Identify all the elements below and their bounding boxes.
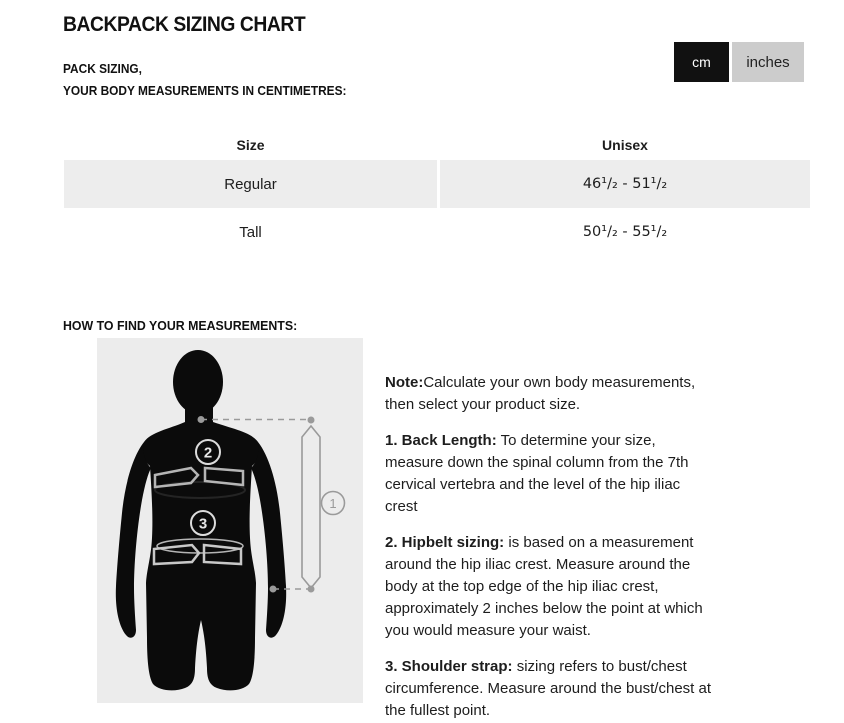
hipbelt-text: is based on a measurement around the hip iliac crest. Measure around the body at the top edge of the hip iliac crest, approximately 2 inches below the point at which you would measure your waist. bbox=[385, 534, 703, 639]
column-header-size: Size bbox=[236, 137, 265, 153]
body-silhouette-figure bbox=[97, 338, 363, 703]
marker-3-label: 3 bbox=[198, 515, 208, 533]
hip-point-dot bbox=[270, 586, 277, 593]
size-cell: Regular bbox=[64, 160, 437, 208]
how-to-measure-heading: HOW TO FIND YOUR MEASUREMENTS: bbox=[63, 318, 298, 333]
note-text: Calculate your own body measurements, then select your product size. bbox=[385, 374, 696, 413]
neck-point-dot bbox=[198, 416, 205, 423]
table-header-row bbox=[64, 130, 810, 160]
shoulder-strap-text: sizing refers to bust/chest circumference. Measure around the bust/chest at the fullest point. bbox=[385, 658, 712, 719]
silhouette-torso-legs bbox=[142, 394, 260, 690]
hipbelt-lead: 2. Hipbelt sizing: bbox=[385, 534, 505, 551]
line-top-dot bbox=[308, 417, 315, 424]
hipbelt-paragraph bbox=[385, 532, 715, 642]
back-length-paragraph bbox=[385, 430, 715, 518]
size-table bbox=[64, 130, 810, 256]
back-length-arrow-line bbox=[302, 426, 320, 588]
inches-button[interactable]: inches bbox=[732, 42, 804, 82]
pack-sizing-subtitle bbox=[63, 58, 346, 102]
subtitle-line-1: PACK SIZING, bbox=[63, 62, 142, 76]
unisex-value-cell: 50¹/₂ - 55¹/₂ bbox=[582, 224, 668, 240]
table-row bbox=[64, 160, 810, 208]
measurement-instructions bbox=[385, 372, 715, 723]
unit-toggle bbox=[674, 42, 804, 82]
table-row bbox=[64, 208, 810, 256]
column-header-unisex: Unisex bbox=[602, 137, 648, 153]
note-paragraph bbox=[385, 372, 715, 416]
measurement-figure bbox=[97, 338, 363, 703]
shoulder-strap-paragraph bbox=[385, 656, 715, 722]
shoulder-strap-lead: 3. Shoulder strap: bbox=[385, 658, 513, 675]
silhouette-left-arm bbox=[116, 442, 151, 638]
back-length-lead: 1. Back Length: bbox=[385, 432, 497, 449]
note-lead: Note: bbox=[385, 374, 424, 391]
unisex-value-cell: 46¹/₂ - 51¹/₂ bbox=[440, 160, 810, 208]
cm-button[interactable]: cm bbox=[674, 42, 729, 82]
line-bottom-dot bbox=[308, 586, 315, 593]
marker-2-label: 2 bbox=[203, 444, 213, 462]
subtitle-line-2: YOUR BODY MEASUREMENTS IN CENTIMETRES: bbox=[63, 84, 347, 98]
size-cell: Tall bbox=[239, 223, 262, 241]
page-title: BACKPACK SIZING CHART bbox=[63, 13, 306, 36]
back-length-text: To determine your size, measure down the spinal column from the 7th cervical vertebra and the level of the hip iliac crest bbox=[385, 432, 689, 515]
marker-1-label: 1 bbox=[329, 496, 337, 511]
silhouette-right-arm bbox=[251, 442, 286, 638]
